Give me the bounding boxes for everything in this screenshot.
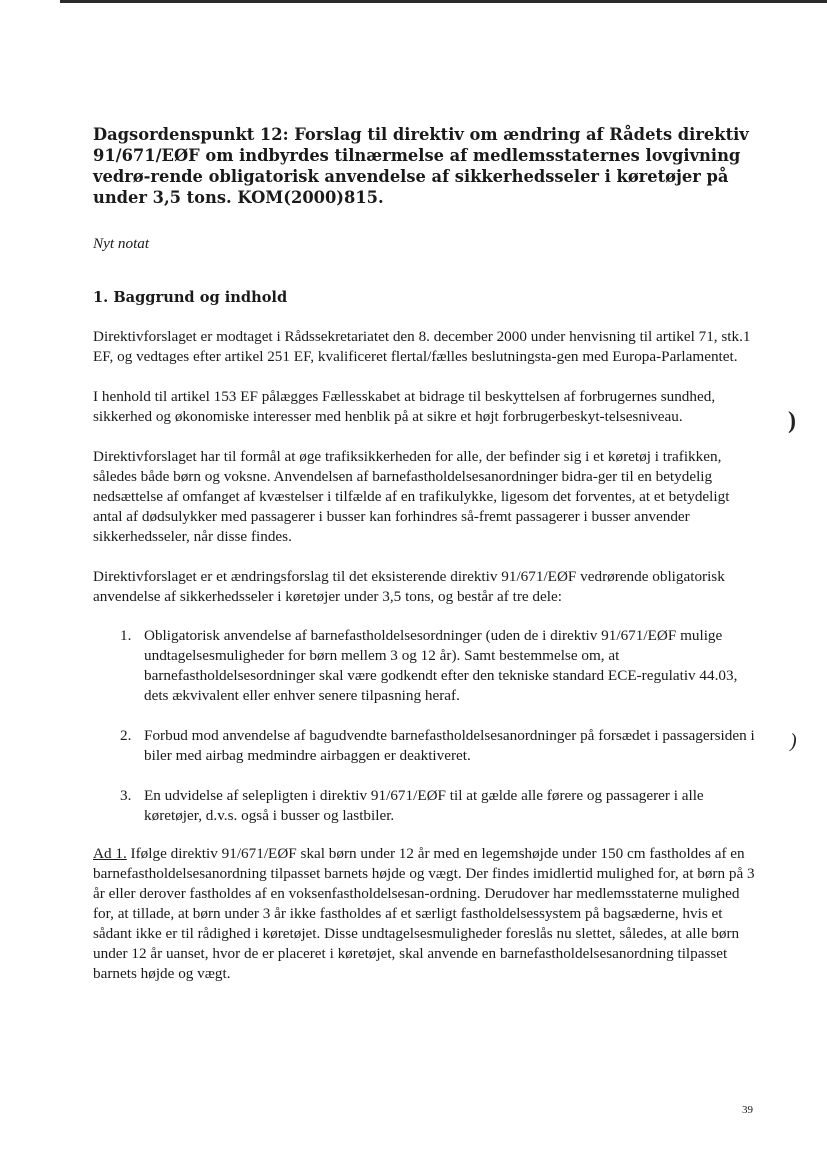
list-item — [120, 626, 761, 706]
page-number: 39 — [742, 1104, 753, 1116]
margin-mark: ) — [790, 730, 797, 752]
numbered-list — [93, 626, 761, 826]
paragraph-4: Direktivforslaget er et ændringsforslag til det eksisterende direktiv 91/671/EØF vedrørende obligatorisk anvendelse af sikkerhedsseler i køretøjer under 3,5 tons, og består af tre dele: — [93, 568, 725, 605]
list-item-text: En udvidelse af selepligten i direktiv 91/671/EØF til at gælde alle førere og passagerer i alle køretøjer, d.v.s. også i busser og lastbiler. — [144, 787, 704, 824]
list-item-number: 3. — [120, 787, 132, 804]
paragraph-3: Direktivforslaget har til formål at øge trafiksikkerheden for alle, der befinder sig i et køretøj i trafikken, således både børn og voksne. Anvendelsen af barnefastholdelsesanordninger bidra-ger til en betydelig nedsættelse af omfanget af kvæstelser i tilfælde af en trafikulykke, ligesom det forventes, at et betydeligt antal af dødsulykker med passagerer i busser kan forhindres så-fremt passagerer i busser anvender sikkerhedsseler, når disse findes. — [93, 448, 730, 545]
document-title: Dagsordenspunkt 12: Forslag til direktiv om ændring af Rådets direktiv 91/671/EØF om indbyrdes tilnærmelse af medlemsstaternes lovgivning vedrø-rende obligatorisk anvendelse af sikkerhedsseler i køretøjer på under 3,5 tons. KOM(2000)815. — [93, 125, 749, 207]
ad-1-paragraph — [93, 844, 761, 984]
list-item — [120, 786, 761, 826]
margin-mark: ) — [788, 408, 796, 434]
list-item-number: 2. — [120, 727, 132, 744]
list-item-number: 1. — [120, 627, 132, 644]
ad-1-label: Ad 1. — [93, 845, 127, 862]
list-item-text: Forbud mod anvendelse af bagudvendte barnefastholdelsesanordninger på forsædet i passagersiden i biler med airbag medmindre airbaggen er deaktiveret. — [144, 727, 755, 764]
paragraph-1: Direktivforslaget er modtaget i Rådssekretariatet den 8. december 2000 under henvisning til artikel 71, stk.1 EF, og vedtages efter artikel 251 EF, kvalificeret flertal/fælles beslutningsta-gen med Europa-Parlamentet. — [93, 328, 751, 365]
ad-1-text: Ifølge direktiv 91/671/EØF skal børn under 12 år med en legemshøjde under 150 cm fastholdes af en barnefastholdelsesanordning tilpasset barnets højde og vægt. Der findes imidlertid mulighed for, at børn på 3 år eller derover fastholdes af en voksenfastholdelsesan-ordning. Derudover har medlemsstaterne mulighed for, at tillade, at børn under 3 år ikke fastholdes af et særligt fastholdelsessystem på bagsæderne, hvis et sådant ikke er til rådighed i køretøjet. Disse undtagelsesmuligheder foreslås nu slettet, således, at alle børn under 12 år uanset, hvor de er placeret i køretøjet, skal anvende en barnefastholdelsesanordning tilpasset barnets højde og vægt. — [93, 845, 755, 982]
paragraph-2: I henhold til artikel 153 EF pålægges Fællesskabet at bidrage til beskyttelsen af forbrugernes sundhed, sikkerhed og økonomiske interesser med henblik på at sikre et højt forbrugerbeskyt-telsesniveau. — [93, 388, 716, 425]
document-subtitle: Nyt notat — [93, 235, 150, 252]
section-heading: 1. Baggrund og indhold — [93, 289, 288, 306]
document-page — [93, 124, 761, 984]
list-item — [120, 726, 761, 766]
list-item-text: Obligatorisk anvendelse af barnefastholdelsesordninger (uden de i direktiv 91/671/EØF mulige undtagelsesmuligheder for børn mellem 3 og 12 år). Samt bestemmelse om, at barnefastholdelsesordninger skal være godkendt efter den tekniske standard ECE-regulativ 44.03, dets ækvivalent eller enhver senere tilpasning heraf. — [144, 627, 738, 704]
scan-top-border — [60, 0, 827, 3]
